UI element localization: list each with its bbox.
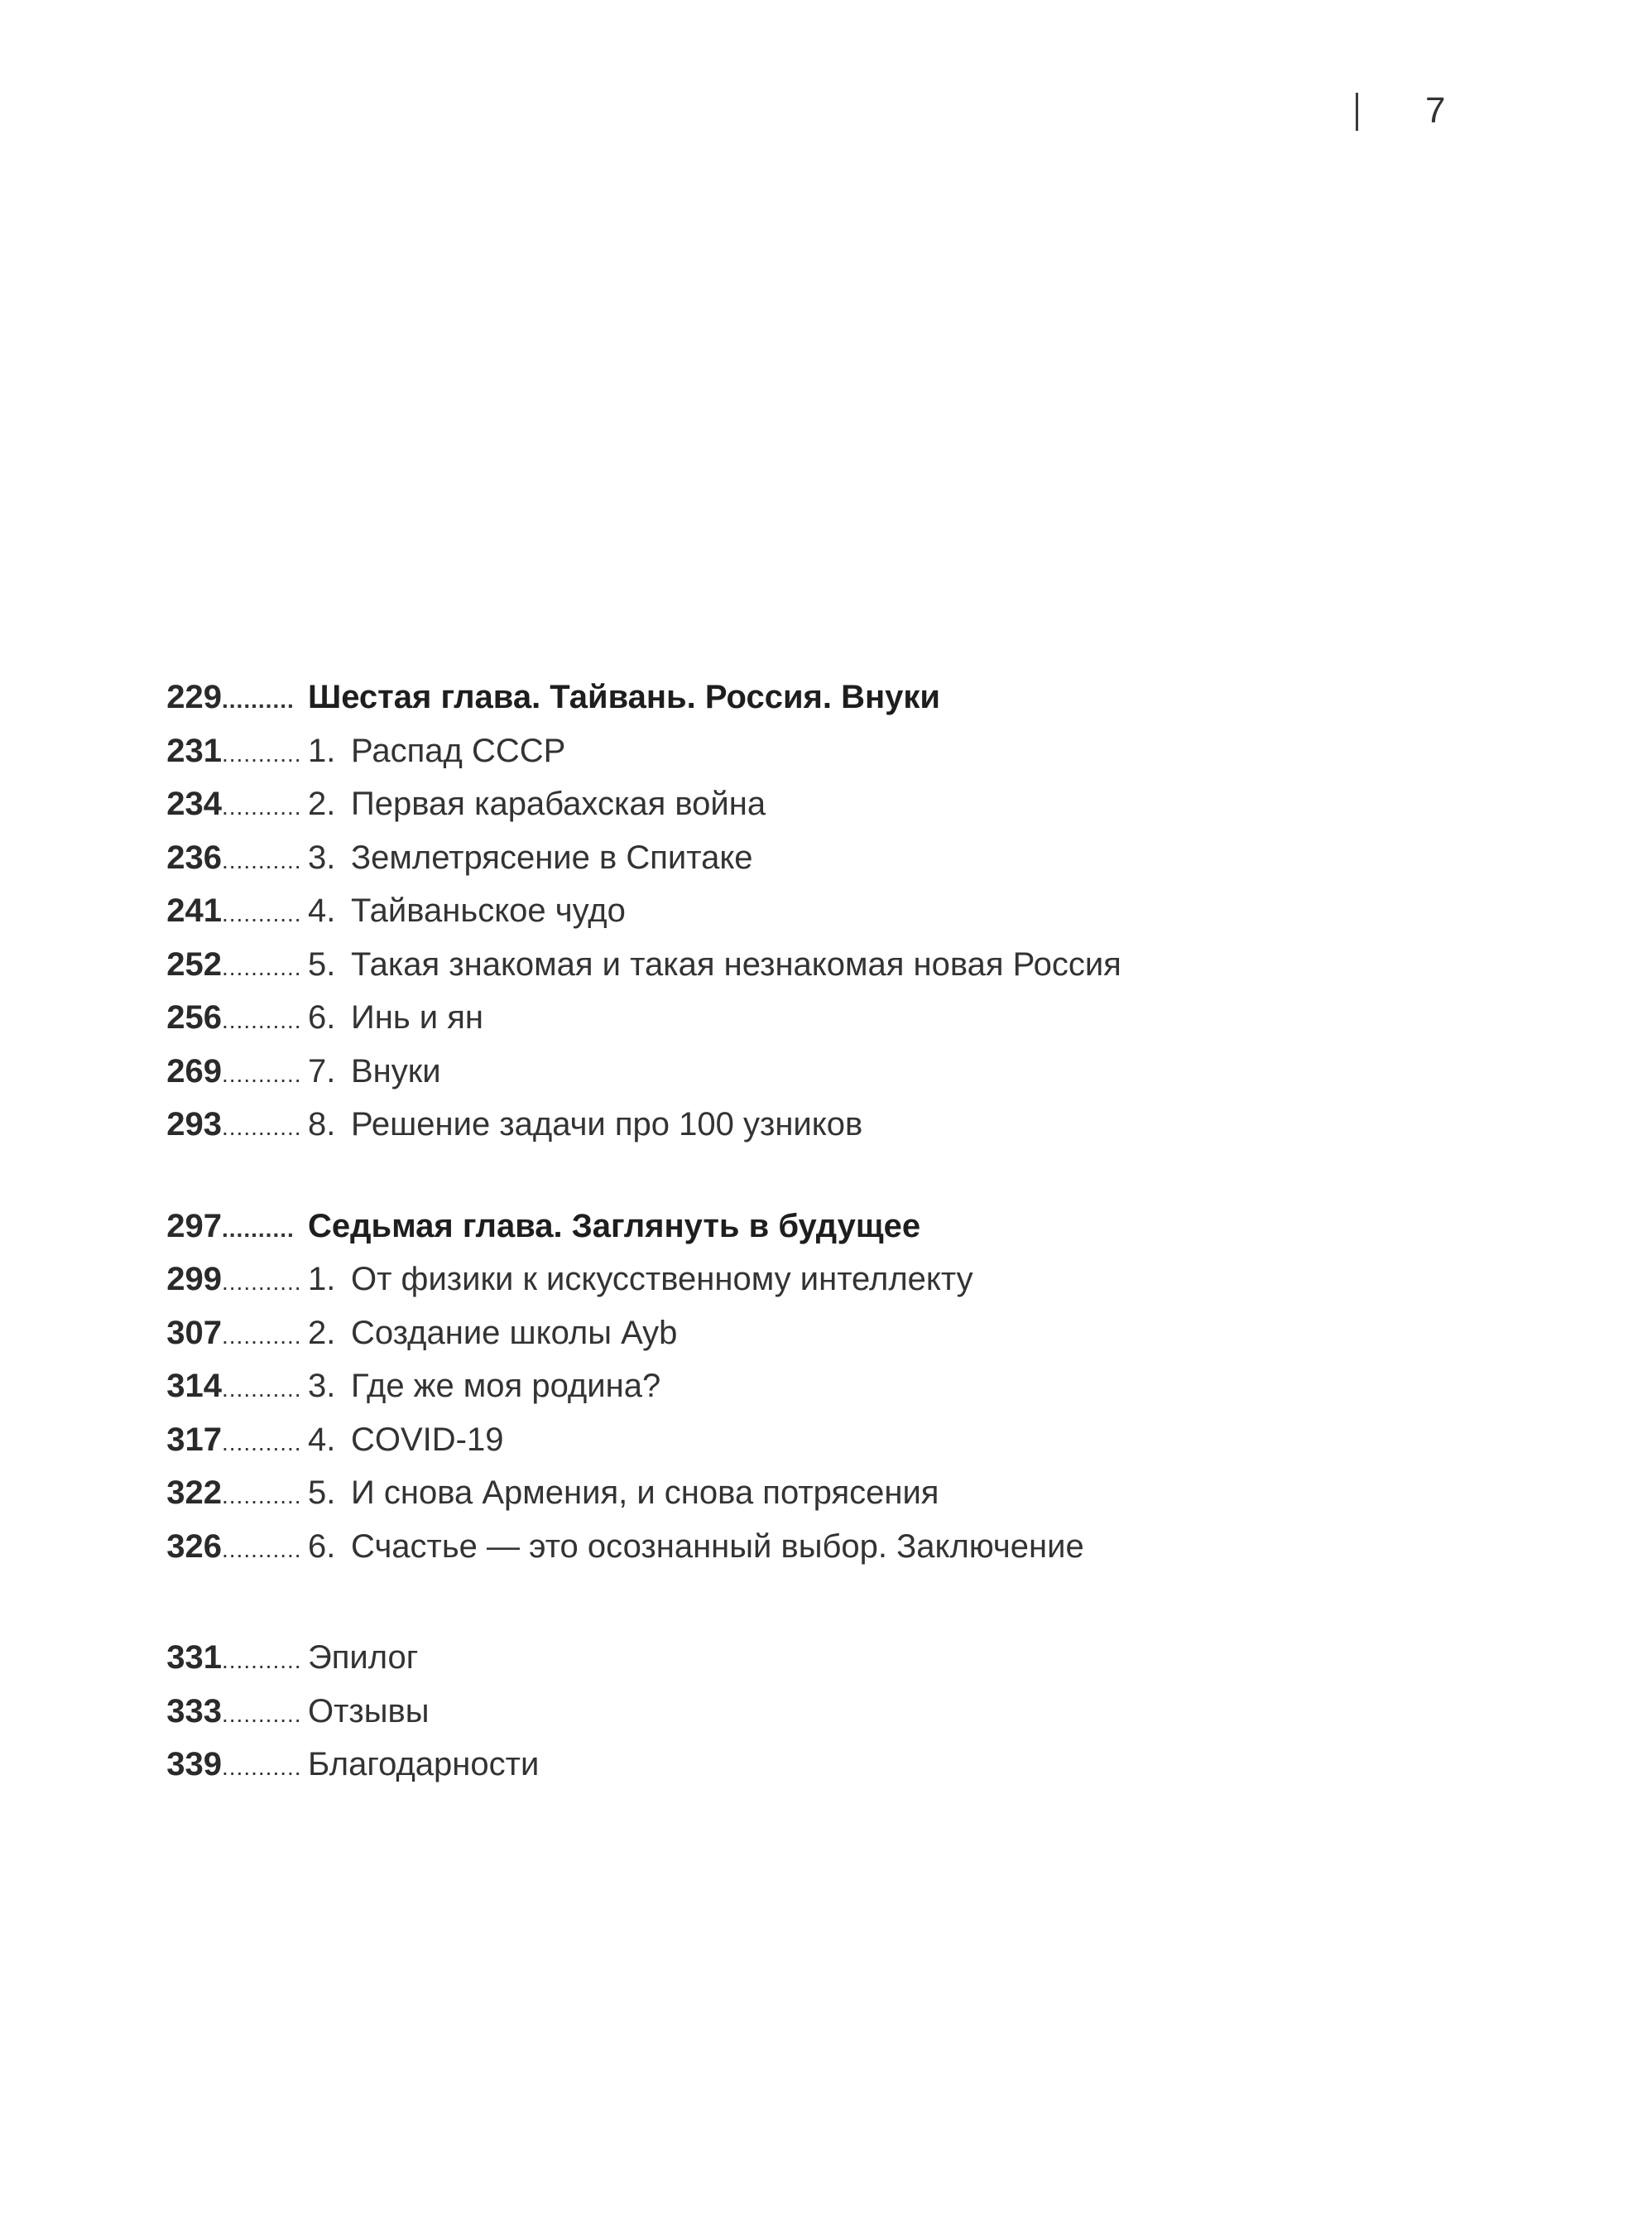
toc-section-number: 4. [308,892,336,929]
toc-section-number: 6. [308,1527,336,1565]
toc-appendix-entry[interactable] [162,1738,1404,1792]
toc-page-number: 322 [166,1474,222,1511]
toc-section-title: COVID-19 [351,1421,504,1458]
toc-section-title: Инь и ян [351,999,483,1036]
toc-section[interactable] [162,1520,1404,1574]
toc-page-number: 234 [166,786,222,822]
toc-chapter-title: Шестая глава. Тайвань. Россия. Внуки [308,679,941,715]
toc-section[interactable] [162,831,1404,885]
toc-section-title: Тайваньское чудо [351,892,626,929]
toc-leader-dots: ........... [222,1061,302,1087]
toc-section-number: 1. [308,1261,336,1297]
toc-leader-dots: ........... [222,954,302,980]
toc-page-number: 252 [166,945,222,983]
toc-section-title: От физики к искусственному интеллекту [351,1261,973,1297]
toc-section[interactable] [162,1045,1404,1099]
toc-page-number: 339 [166,1746,222,1782]
toc-section[interactable] [162,1413,1404,1467]
toc-leader-dots: ........... [222,1376,302,1402]
toc-leader-dots: ........... [222,740,302,767]
toc-section[interactable] [162,1306,1404,1360]
page-header [1349,89,1457,132]
toc-page-number: 256 [166,999,222,1036]
header-divider [1356,93,1358,131]
toc-section[interactable] [162,777,1404,831]
toc-leader-dots: ........... [222,1648,302,1673]
toc-section-number: 6. [308,999,336,1036]
toc-section-number: 2. [308,786,336,822]
toc-section[interactable] [162,884,1404,938]
toc-section[interactable] [162,991,1404,1045]
toc-section-number: 3. [308,839,336,876]
toc-page-number: 231 [166,732,222,769]
toc-section-number: 4. [308,1421,336,1458]
toc-page-number: 241 [166,892,222,929]
toc-page-number: 314 [166,1368,222,1404]
toc-chapter-six [162,671,1404,1152]
toc-page-number: 299 [166,1261,222,1297]
toc-leader-dots: ........... [222,901,302,926]
toc-appendix-title: Отзывы [308,1692,430,1729]
toc-appendix-title: Благодарности [308,1746,540,1782]
toc-leader-dots: ........... [222,1483,302,1508]
toc-section-title: Распад СССР [351,732,566,769]
toc-page-number: 236 [166,839,222,876]
toc-section-title: Решение задачи про 100 узников [351,1106,863,1142]
toc-section-title: Счастье — это осознанный выбор. Заключение [351,1527,1084,1565]
toc-section-number: 5. [308,945,336,983]
toc-page-number: 331 [166,1639,222,1676]
toc-section-number: 1. [308,732,336,769]
toc-section-title: Землетрясение в Спитаке [351,839,753,876]
toc-leader-dots: ........... [222,1269,302,1295]
toc-chapter-heading[interactable] [162,1200,1404,1253]
toc-appendix-entry[interactable] [162,1631,1404,1685]
toc-section[interactable] [162,938,1404,992]
toc-appendix [162,1631,1404,1792]
toc-section-title: И снова Армения, и снова потрясения [351,1474,939,1511]
toc-leader-dots: ........... [222,1008,302,1033]
toc-section-number: 8. [308,1106,336,1142]
toc-leader-dots: ........... [222,1700,302,1727]
toc-page-number: 297 [166,1207,222,1244]
toc-section[interactable] [162,724,1404,778]
toc-section-number: 2. [308,1314,336,1351]
toc-section-number: 5. [308,1474,336,1511]
toc-section[interactable] [162,1359,1404,1413]
toc-appendix-entry[interactable] [162,1685,1404,1739]
toc-section-title: Такая знакомая и такая незнакомая новая Россия [351,945,1121,983]
toc-section-number: 7. [308,1052,336,1090]
toc-leader-dots: ........... [222,1536,302,1562]
toc-leader-dots: ........... [222,1429,302,1455]
toc-leader-dots: ........... [222,1754,302,1780]
toc-section-title: Внуки [351,1052,441,1090]
toc-section-title: Где же моя родина? [351,1368,661,1404]
toc-page-number: 307 [166,1314,222,1351]
toc-page-number: 317 [166,1421,222,1458]
toc-section[interactable] [162,1253,1404,1306]
toc-leader-dots: .......... [222,687,295,713]
toc-leader-dots: ........... [222,794,302,820]
toc-chapter-heading[interactable] [162,671,1404,724]
toc-section-title: Первая карабахская война [351,786,766,822]
toc-chapter-seven [162,1200,1404,1574]
toc-page-number: 229 [166,679,222,715]
toc-leader-dots: ........... [222,1322,302,1349]
toc-leader-dots: .......... [222,1215,295,1242]
toc-appendix-title: Эпилог [308,1639,419,1676]
toc-page-number: 333 [166,1692,222,1729]
toc-section-number: 3. [308,1368,336,1404]
toc-page-number: 326 [166,1527,222,1565]
toc-page-number: 293 [166,1106,222,1142]
toc-section[interactable] [162,1098,1404,1152]
toc-leader-dots: ........... [222,847,302,873]
toc-section[interactable] [162,1466,1404,1520]
toc-leader-dots: ........... [222,1114,302,1140]
page-number: 7 [1425,90,1446,131]
table-of-contents [162,671,1404,1792]
toc-page-number: 269 [166,1052,222,1090]
toc-chapter-title: Седьмая глава. Заглянуть в будущее [308,1207,921,1244]
toc-section-title: Создание школы Ayb [351,1314,678,1351]
